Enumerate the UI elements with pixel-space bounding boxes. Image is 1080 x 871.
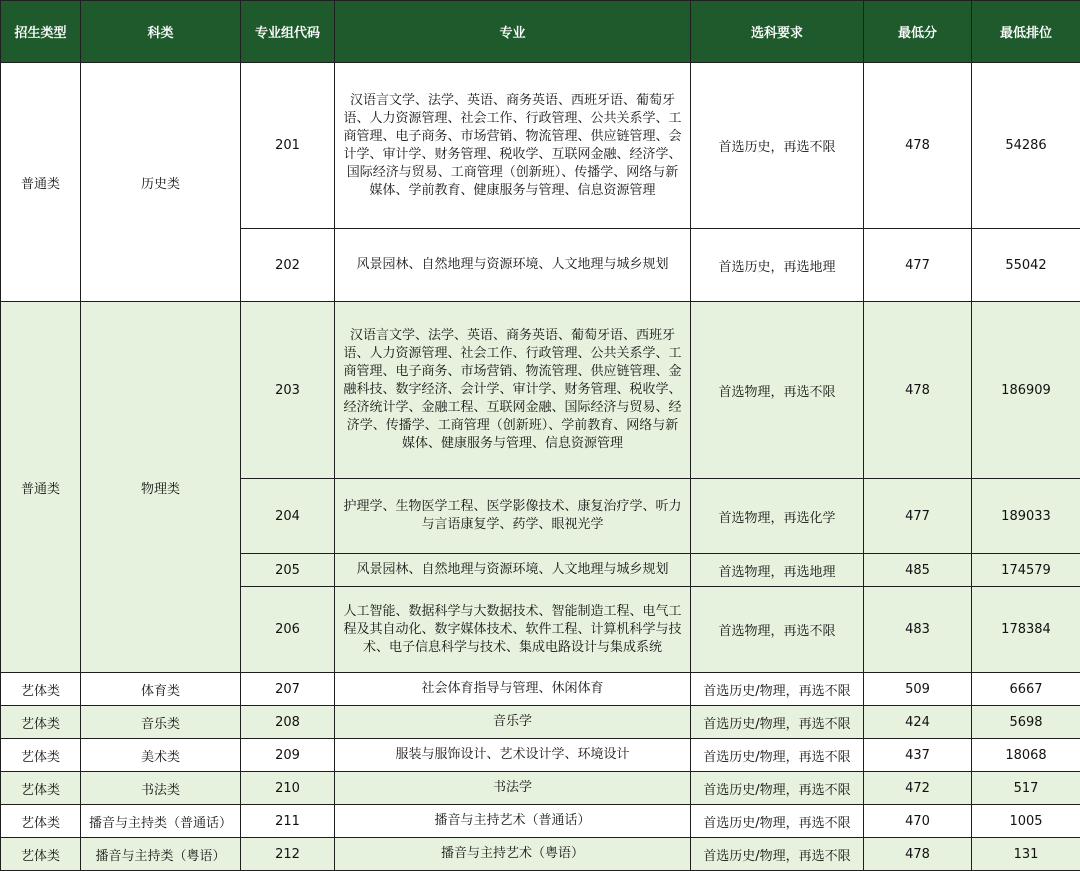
type-cell: 艺体类 [1,838,81,871]
group-code-cell: 204 [241,479,335,554]
major-cell: 护理学、生物医学工程、医学影像技术、康复治疗学、听力与言语康复学、药学、眼视光学 [335,479,691,554]
min-score-cell: 478 [864,838,972,871]
table-row [1,706,1080,739]
subject-req-cell: 首选历史/物理，再选不限 [691,673,864,706]
min-score-cell: 437 [864,739,972,772]
subject-req-cell: 首选物理，再选不限 [691,302,864,479]
table-row [1,673,1080,706]
major-cell: 汉语言文学、法学、英语、商务英语、西班牙语、葡萄牙语、人力资源管理、社会工作、行政管理、公共关系学、工商管理、电子商务、市场营销、物流管理、供应链管理、会计学、审计学、财务管理、税收学、互联网金融、经济学、国际经济与贸易、工商管理（创新班）、传播学、网络与新媒体、学前教育、健康服务与管理、信息资源管理 [335,63,691,229]
major-cell: 播音与主持艺术（粤语） [335,838,691,871]
header-min-score: 最低分 [864,1,972,63]
type-cell: 普通类 [1,63,81,302]
min-score-cell: 477 [864,229,972,302]
min-score-cell: 483 [864,587,972,673]
type-cell: 普通类 [1,302,81,673]
min-score-cell: 472 [864,772,972,805]
group-code-cell: 212 [241,838,335,871]
table-row [1,772,1080,805]
min-rank-cell: 54286 [972,63,1080,229]
header-type: 招生类型 [1,1,81,63]
group-code-cell: 207 [241,673,335,706]
min-score-cell: 470 [864,805,972,838]
header-subject-requirement: 选科要求 [691,1,864,63]
major-cell: 风景园林、自然地理与资源环境、人文地理与城乡规划 [335,554,691,587]
major-cell: 书法学 [335,772,691,805]
table-row [1,805,1080,838]
group-code-cell: 209 [241,739,335,772]
min-rank-cell: 174579 [972,554,1080,587]
table-row [1,63,1080,229]
header-group-code: 专业组代码 [241,1,335,63]
min-rank-cell: 186909 [972,302,1080,479]
subject-req-cell: 首选物理，再选地理 [691,554,864,587]
category-cell: 物理类 [81,302,241,673]
header-category: 科类 [81,1,241,63]
subject-req-cell: 首选历史/物理，再选不限 [691,739,864,772]
min-rank-cell: 178384 [972,587,1080,673]
group-code-cell: 206 [241,587,335,673]
group-code-cell: 201 [241,63,335,229]
group-code-cell: 211 [241,805,335,838]
category-cell: 美术类 [81,739,241,772]
category-cell: 播音与主持类（普通话） [81,805,241,838]
min-score-cell: 478 [864,302,972,479]
min-rank-cell: 1005 [972,805,1080,838]
group-code-cell: 208 [241,706,335,739]
table-row [1,838,1080,871]
type-cell: 艺体类 [1,706,81,739]
min-rank-cell: 6667 [972,673,1080,706]
group-code-cell: 203 [241,302,335,479]
type-cell: 艺体类 [1,772,81,805]
type-cell: 艺体类 [1,739,81,772]
min-rank-cell: 55042 [972,229,1080,302]
group-code-cell: 202 [241,229,335,302]
header-row [1,1,1080,63]
header-min-rank: 最低排位 [972,1,1080,63]
subject-req-cell: 首选历史/物理，再选不限 [691,805,864,838]
category-cell: 播音与主持类（粤语） [81,838,241,871]
min-rank-cell: 189033 [972,479,1080,554]
table-row [1,302,1080,479]
header-major: 专业 [335,1,691,63]
table-row [1,739,1080,772]
category-cell: 音乐类 [81,706,241,739]
category-cell: 体育类 [81,673,241,706]
subject-req-cell: 首选历史，再选地理 [691,229,864,302]
subject-req-cell: 首选物理，再选化学 [691,479,864,554]
subject-req-cell: 首选历史/物理，再选不限 [691,772,864,805]
major-cell: 音乐学 [335,706,691,739]
major-cell: 播音与主持艺术（普通话） [335,805,691,838]
min-rank-cell: 517 [972,772,1080,805]
major-cell: 社会体育指导与管理、休闲体育 [335,673,691,706]
min-score-cell: 509 [864,673,972,706]
group-code-cell: 205 [241,554,335,587]
type-cell: 艺体类 [1,805,81,838]
major-cell: 服装与服饰设计、艺术设计学、环境设计 [335,739,691,772]
type-cell: 艺体类 [1,673,81,706]
subject-req-cell: 首选物理，再选不限 [691,587,864,673]
category-cell: 历史类 [81,63,241,302]
min-score-cell: 477 [864,479,972,554]
min-rank-cell: 5698 [972,706,1080,739]
min-rank-cell: 131 [972,838,1080,871]
group-code-cell: 210 [241,772,335,805]
min-score-cell: 424 [864,706,972,739]
subject-req-cell: 首选历史，再选不限 [691,63,864,229]
major-cell: 人工智能、数据科学与大数据技术、智能制造工程、电气工程及其自动化、数字媒体技术、软件工程、计算机科学与技术、电子信息科学与技术、集成电路设计与集成系统 [335,587,691,673]
major-cell: 风景园林、自然地理与资源环境、人文地理与城乡规划 [335,229,691,302]
category-cell: 书法类 [81,772,241,805]
subject-req-cell: 首选历史/物理，再选不限 [691,838,864,871]
min-rank-cell: 18068 [972,739,1080,772]
major-cell: 汉语言文学、法学、英语、商务英语、葡萄牙语、西班牙语、人力资源管理、社会工作、行政管理、公共关系学、工商管理、电子商务、市场营销、物流管理、供应链管理、金融科技、数字经济、会计学、审计学、财务管理、税收学、经济统计学、金融工程、互联网金融、国际经济与贸易、经济学、传播学、工商管理（创新班）、学前教育、网络与新媒体、健康服务与管理、信息资源管理 [335,302,691,479]
subject-req-cell: 首选历史/物理，再选不限 [691,706,864,739]
min-score-cell: 478 [864,63,972,229]
min-score-cell: 485 [864,554,972,587]
